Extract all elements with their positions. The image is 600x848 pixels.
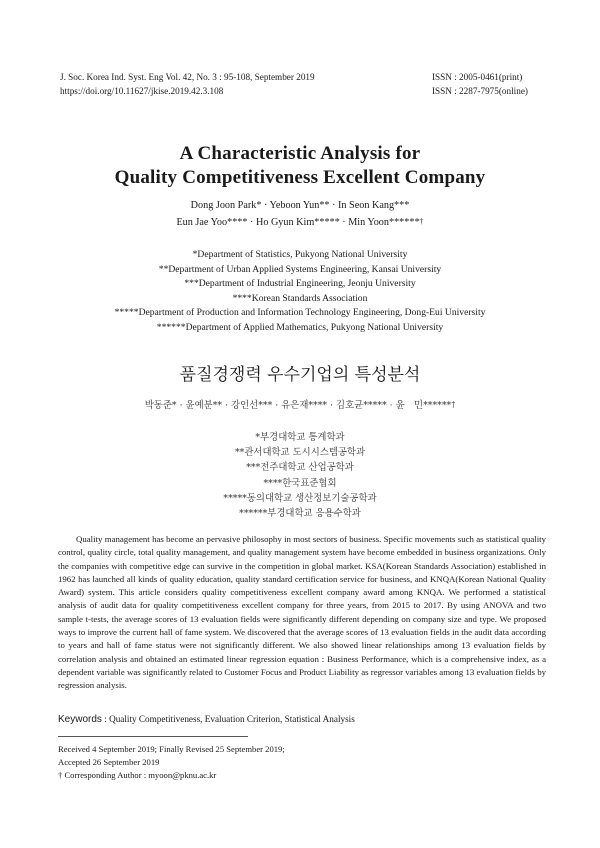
footnote-divider bbox=[58, 736, 248, 737]
affiliation-ko: ******부경대학교 응용수학과 bbox=[239, 508, 361, 520]
doi-link[interactable]: https://doi.org/10.11627/jkise.2019.42.3.108 bbox=[60, 86, 224, 96]
keywords-separator: : bbox=[101, 714, 110, 724]
affiliation: **Department of Urban Applied Systems Engineering, Kansai University bbox=[158, 263, 442, 275]
issn-block bbox=[432, 70, 528, 98]
affiliation-ko: **관서대학교 도시시스템공학과 bbox=[234, 447, 366, 459]
keywords-text: Quality Competitiveness, Evaluation Criterion, Statistical Analysis bbox=[109, 714, 355, 724]
corresponding-email[interactable]: Corresponding Author : myoon@pknu.ac.kr bbox=[64, 770, 217, 780]
received-date: Received 4 September 2019; Finally Revised 25 September 2019; bbox=[58, 744, 285, 754]
authors-line-1: Dong Joon Park* · Yeboon Yun** · In Seon Kang*** bbox=[190, 200, 410, 211]
keywords-line bbox=[58, 714, 355, 725]
affiliation-ko: *부경대학교 통계학과 bbox=[255, 432, 345, 443]
affiliation: *****Department of Production and Information Technology Engineering, Dong-Eui University bbox=[114, 307, 486, 318]
affiliation: ****Korean Standards Association bbox=[232, 292, 368, 304]
authors-line-2 bbox=[0, 214, 600, 231]
authors-ko-text: 박동준* · 윤예분** · 강인선*** · 유은재**** · 김호균***** · 윤 민****** bbox=[144, 400, 452, 411]
journal-citation bbox=[60, 70, 315, 98]
authors-line-2-text: Eun Jae Yoo**** · Ho Gyun Kim***** · Min Yoon****** bbox=[176, 216, 420, 228]
issn-online: ISSN : 2287-7975(online) bbox=[432, 86, 528, 96]
affiliations-ko bbox=[0, 430, 600, 521]
footnotes bbox=[58, 743, 285, 782]
issn-print: ISSN : 2005-0461(print) bbox=[432, 72, 523, 82]
abstract-text: Quality management has become an pervasive philosophy in most sectors of business. Specific movements such as statistical quality control, quality circle, total quality management, and quality management system have become embedded in business organizations. Only the companies with competitive edge can survive in the competition in global market. KSA(Korean Standards Association) established in 1962 has launched all kinds of quality education, quality standard certification service for business, and KNQA(Korean National Quality Award) system. This article considers quality competitiveness excellent company award among KNQA. We performed a statistical analysis of audit data for quality competitiveness excellent company for three years, from 2015 to 2017. By using ANOVA and two sample t-tests, the average scores of 13 evaluation fields were significantly different depending on company size and type. We proposed ways to improve the current hall of fame system. We discovered that the average scores of 13 evaluation fields in the audit data according to years and hall of fame status were not significantly different. We also showed linear relationships among 13 evaluation fields by correlation analysis and obtained an estimated linear regression equation : Business Performance, which is a comprehensive index, as a dependent variable was significantly related to Customer Focus and Product Liability as regressor variables among 13 evaluation fields by regression analysis. bbox=[58, 534, 546, 691]
corresponding-mark: † bbox=[419, 216, 424, 226]
author-list-en bbox=[0, 198, 600, 230]
affiliation: ***Department of Industrial Engineering, Jeonju University bbox=[184, 278, 416, 289]
paper-title-en bbox=[0, 142, 600, 190]
author-list-ko bbox=[0, 398, 600, 413]
affiliation: *Department of Statistics, Pukyong National University bbox=[192, 249, 408, 260]
paper-title-ko: 품질경쟁력 우수기업의 특성분석 bbox=[179, 365, 421, 385]
affiliation-ko: ***전주대학교 산업공학과 bbox=[246, 462, 354, 474]
affiliations-en bbox=[0, 248, 600, 335]
corresponding-author bbox=[58, 769, 285, 782]
title-line-2: Quality Competitiveness Excellent Company bbox=[114, 167, 486, 188]
affiliation: ******Department of Applied Mathematics, Pukyong National University bbox=[156, 321, 444, 333]
corresponding-dagger: † bbox=[58, 770, 63, 780]
keywords-label: Keywords bbox=[58, 714, 102, 725]
title-line-1: A Characteristic Analysis for bbox=[179, 143, 421, 164]
affiliation-ko: *****동의대학교 생산정보기술공학과 bbox=[223, 492, 377, 504]
accepted-date: Accepted 26 September 2019 bbox=[58, 757, 160, 767]
corresponding-mark-ko: † bbox=[451, 400, 456, 409]
affiliation-ko: ****한국표준협회 bbox=[263, 477, 337, 489]
journal-info: J. Soc. Korea Ind. Syst. Eng Vol. 42, No. 3 : 95-108, September 2019 bbox=[60, 72, 315, 82]
